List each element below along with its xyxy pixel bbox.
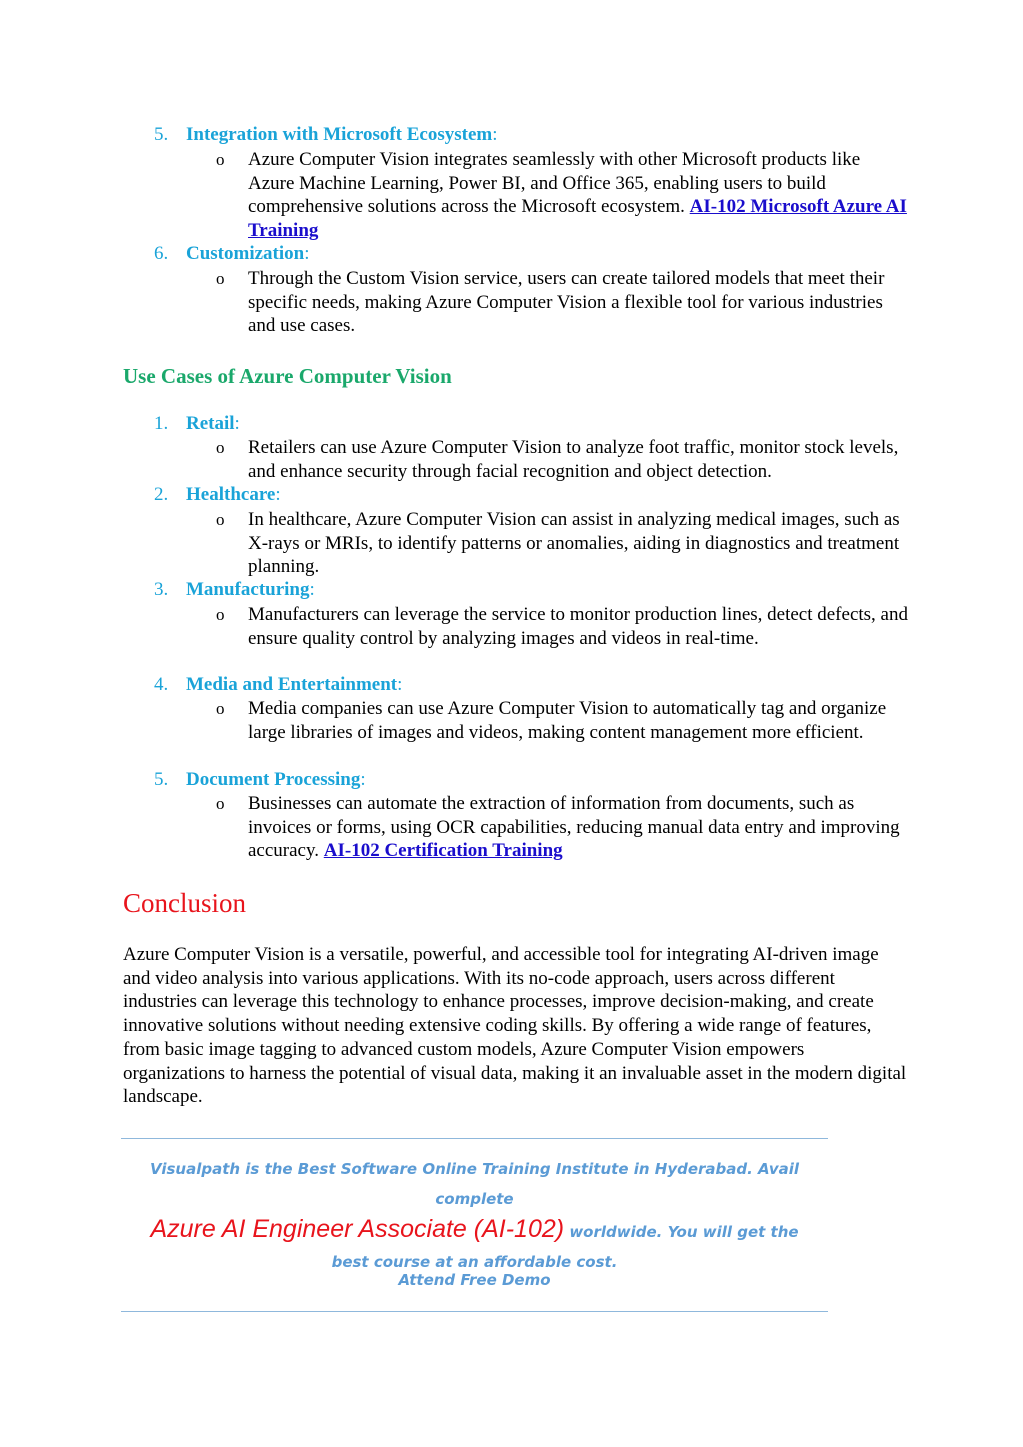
footer-line-3: best course at an affordable cost.	[331, 1253, 618, 1271]
course-name: Azure AI Engineer Associate (AI-102)	[150, 1215, 565, 1243]
bullet-marker: o	[216, 269, 225, 288]
conclusion-heading: Conclusion	[123, 888, 247, 918]
list-item-text	[248, 792, 908, 863]
ai102-certification-link[interactable]: AI-102 Certification Training	[323, 840, 563, 862]
heading-colon: :	[397, 674, 403, 695]
list-item-heading	[186, 768, 366, 792]
list-item-text	[248, 148, 908, 243]
heading-colon: :	[309, 579, 315, 600]
footer-line-2-tail: worldwide. You will get the	[569, 1223, 799, 1241]
list-item-heading	[186, 578, 315, 602]
paragraph-text: Businesses can automate the extraction of information from documents, such as invoices or forms, using OCR capabilities, reducing manual data entry and improving accuracy.	[248, 793, 900, 862]
list-number: 6.	[154, 243, 169, 264]
list-item-text: Media companies can use Azure Computer Vision to automatically tag and organize large libraries of images and videos, making content management more efficient.	[248, 698, 887, 743]
bullet-marker: o	[216, 438, 225, 457]
list-number: 5.	[154, 124, 169, 145]
heading-title: Document Processing	[186, 769, 361, 790]
list-item-heading	[186, 673, 402, 697]
attend-free-demo-link[interactable]: Attend Free Demo	[398, 1271, 551, 1289]
footer-top-rule	[121, 1138, 828, 1139]
list-item-heading	[186, 412, 240, 436]
list-item-heading	[186, 123, 498, 147]
heading-title: Media and Entertainment	[186, 674, 398, 695]
heading-colon: :	[304, 243, 310, 264]
heading-title: Healthcare	[186, 484, 276, 505]
heading-title: Customization	[186, 243, 305, 264]
footer-promo	[121, 1154, 828, 1277]
conclusion-paragraph: Azure Computer Vision is a versatile, powerful, and accessible tool for integrating AI-driven image and video analysis into various applications. With its no-code approach, users across different industries can leverage this technology to enhance processes, improve decision-making, and create innovative solutions without needing extensive coding skills. By offering a wide range of features, from basic image tagging to advanced custom models, Azure Computer Vision empowers organizations to harness the potential of visual data, making it an invaluable asset in the modern digital landscape.	[123, 944, 907, 1108]
list-number: 2.	[154, 484, 169, 505]
list-number: 3.	[154, 579, 169, 600]
heading-title: Integration with Microsoft Ecosystem	[186, 124, 493, 145]
list-item-heading	[186, 483, 281, 507]
footer-line-1: Visualpath is the Best Software Online Training Institute in Hyderabad. Avail complete	[149, 1160, 800, 1208]
bullet-marker: o	[216, 150, 225, 169]
heading-colon: :	[360, 769, 366, 790]
list-number: 5.	[154, 769, 169, 790]
heading-colon: :	[234, 413, 240, 434]
list-item-heading	[186, 242, 310, 266]
list-number: 4.	[154, 674, 169, 695]
paragraph-text: Azure Computer Vision integrates seamlessly with other Microsoft products like Azure Machine Learning, Power BI, and Office 365, enabling users to build comprehensive solutions across the Microsoft ecosystem.	[248, 149, 861, 218]
heading-title: Retail	[186, 413, 235, 434]
list-item-text: Manufacturers can leverage the service to monitor production lines, detect defects, and ensure quality control by analyzing images and videos in real-time.	[248, 604, 908, 649]
ai102-azure-training-link[interactable]: AI-102 Microsoft Azure AI Training	[248, 196, 907, 242]
list-number: 1.	[154, 413, 169, 434]
list-item-text: Through the Custom Vision service, users can create tailored models that meet their specific needs, making Azure Computer Vision a flexible tool for various industries and use cases.	[248, 268, 885, 337]
heading-title: Manufacturing	[186, 579, 310, 600]
bullet-marker: o	[216, 699, 225, 718]
bullet-marker: o	[216, 510, 225, 529]
heading-colon: :	[492, 124, 498, 145]
use-cases-heading: Use Cases of Azure Computer Vision	[123, 364, 452, 388]
footer-line-2	[121, 1214, 828, 1247]
list-item-text: In healthcare, Azure Computer Vision can assist in analyzing medical images, such as X-rays or MRIs, to identify patterns or anomalies, aiding in diagnostics and treatment planning.	[248, 509, 900, 578]
bullet-marker: o	[216, 794, 225, 813]
list-item-text: Retailers can use Azure Computer Vision to analyze foot traffic, monitor stock levels, and enhance security through facial recognition and object detection.	[248, 437, 899, 482]
heading-colon: :	[275, 484, 281, 505]
footer-bottom-rule	[121, 1311, 828, 1312]
bullet-marker: o	[216, 605, 225, 624]
